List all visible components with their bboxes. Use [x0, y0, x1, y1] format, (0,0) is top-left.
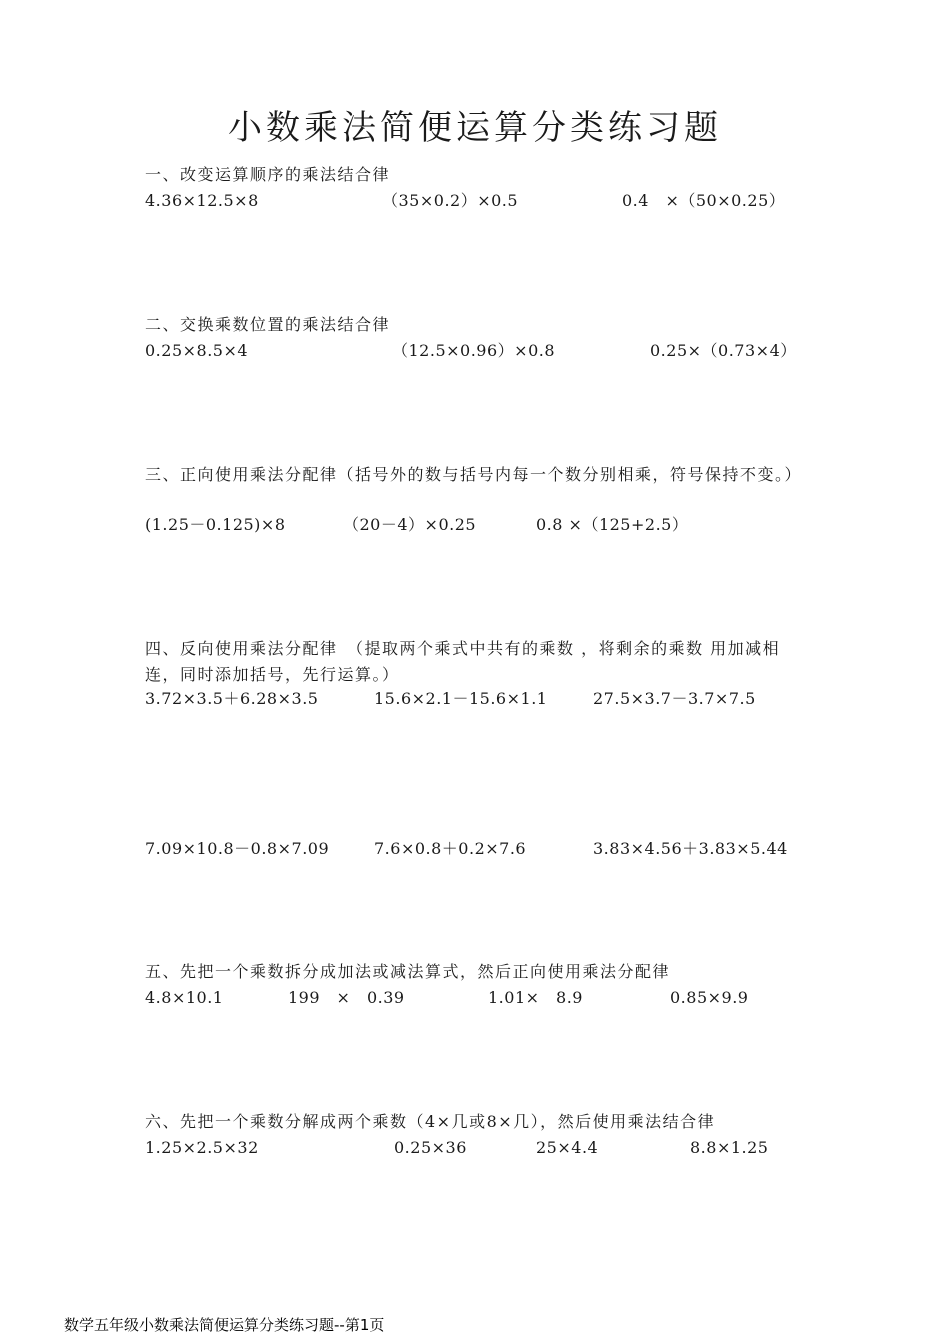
section-4-row-2	[0, 836, 950, 862]
problem: 8.8×1.25	[690, 1138, 769, 1157]
problem: 7.6×0.8＋0.2×7.6	[374, 839, 527, 858]
problem: 1.25×2.5×32	[145, 1138, 259, 1157]
problem: (1.25－0.125)×8	[145, 515, 286, 534]
section-4-heading: 四、反向使用乘法分配律 （提取两个乘式中共有的乘数 ，将剩余的乘数 用加减相连，同时添加括号，先行运算。）	[145, 639, 781, 684]
page-title: 小数乘法简便运算分类练习题	[228, 108, 722, 148]
problem: （20－4）×0.25	[343, 515, 477, 534]
problem: 15.6×2.1－15.6×1.1	[374, 689, 548, 708]
page-footer: 数学五年级小数乘法简便运算分类练习题--第1页	[64, 1316, 385, 1334]
section-5-heading: 五、先把一个乘数拆分成加法或减法算式，然后正向使用乘法分配律	[145, 962, 671, 981]
problem: 4.8×10.1	[145, 988, 224, 1007]
problem: 0.25×（0.73×4）	[650, 341, 797, 360]
problem: 3.72×3.5＋6.28×3.5	[145, 689, 319, 708]
problem: 199 × 0.39	[288, 988, 405, 1007]
problem: 0.25×8.5×4	[145, 341, 249, 360]
problem: 0.85×9.9	[670, 988, 749, 1007]
section-4-row-1	[0, 686, 950, 712]
section-1-heading: 一、改变运算顺序的乘法结合律	[145, 165, 391, 184]
section-2-heading: 二、交换乘数位置的乘法结合律	[145, 315, 391, 334]
problem: 4.36×12.5×8	[145, 191, 259, 210]
section-6-heading: 六、先把一个乘数分解成两个乘数（4×几或8×几），然后使用乘法结合律	[145, 1112, 716, 1131]
section-6-row-1	[0, 1135, 950, 1161]
problem: 0.4 ×（50×0.25）	[622, 191, 786, 210]
problem: 25×4.4	[536, 1138, 599, 1157]
section-2-row-1	[0, 338, 950, 364]
problem: （35×0.2）×0.5	[382, 191, 519, 210]
problem: （12.5×0.96）×0.8	[392, 341, 556, 360]
section-3-row-1	[0, 512, 950, 538]
section-1-row-1	[0, 188, 950, 214]
problem: 3.83×4.56＋3.83×5.44	[593, 839, 788, 858]
problem: 1.01× 8.9	[488, 988, 583, 1007]
problem: 0.25×36	[394, 1138, 467, 1157]
section-5-row-1	[0, 985, 950, 1011]
problem: 0.8 ×（125+2.5）	[536, 515, 689, 534]
section-3-heading: 三、正向使用乘法分配律（括号外的数与括号内每一个数分别相乘，符号保持不变。）	[145, 465, 803, 484]
problem: 7.09×10.8－0.8×7.09	[145, 839, 330, 858]
problem: 27.5×3.7－3.7×7.5	[593, 689, 756, 708]
